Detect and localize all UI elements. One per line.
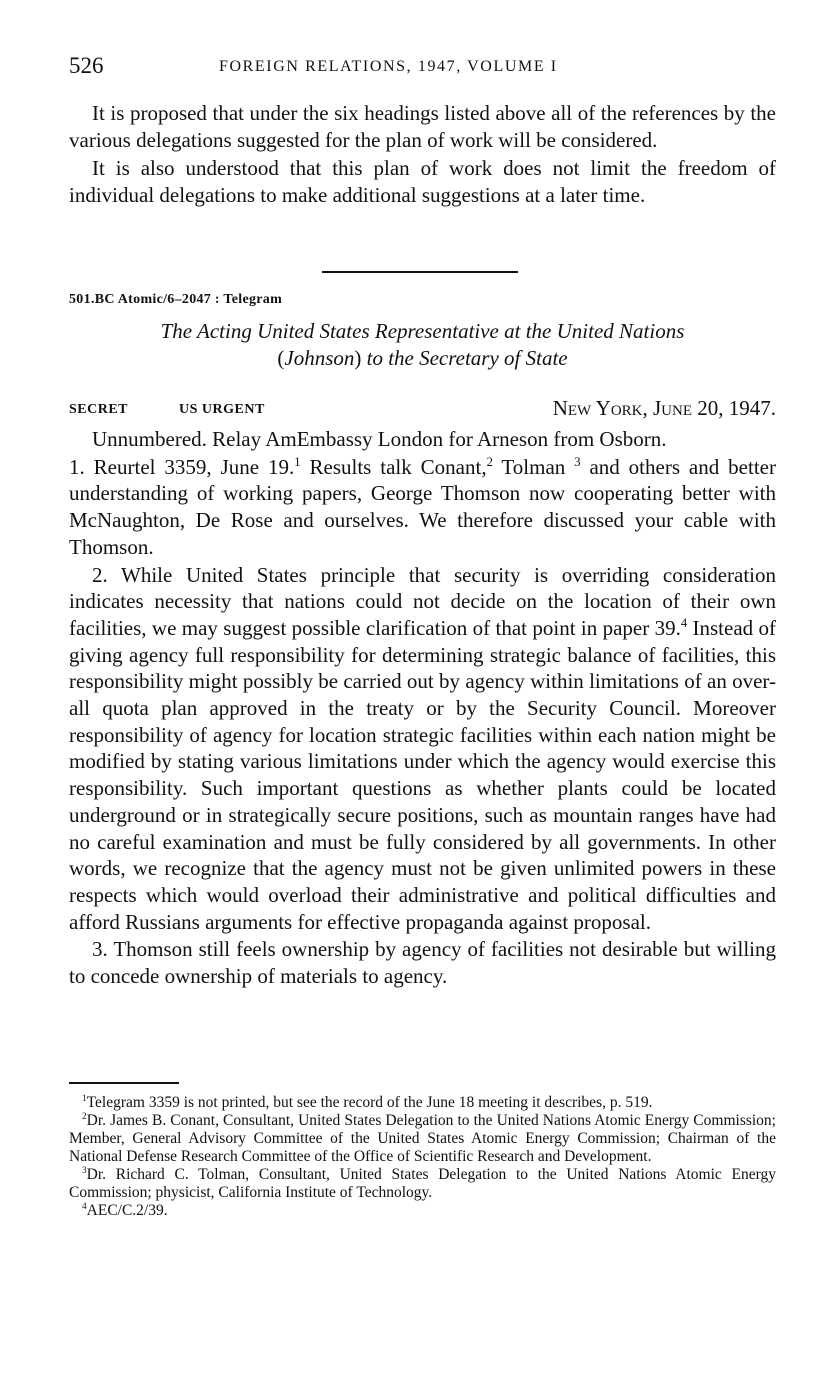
title-paren-close: ) [354, 346, 362, 370]
running-title: FOREIGN RELATIONS, 1947, VOLUME I [219, 58, 558, 75]
telegram-paragraph: 3. Thomson still feels ownership by agency of facilities not desirable but willing to concede ownership of materials to agency. [69, 937, 776, 989]
footnote-text: Dr. Richard C. Tolman, Consultant, United States Delegation to the United Nations Atomic Energy Commission; physicist, California Institute of Technology. [69, 1166, 776, 1201]
footnote-mark: 1 [82, 1093, 87, 1104]
footnote-mark: 4 [82, 1201, 87, 1212]
footnote-ref[interactable]: 4 [680, 615, 688, 630]
document-title [69, 318, 776, 372]
running-head [69, 53, 776, 83]
telegram-text: Instead of giving agency full responsibility for determining strategic balance of facilities, this responsibility might possibly be carried out by agency within limitations of an over-all quota plan approved in the treaty or by the Security Council. Moreover responsibility of agency for location strategic facilities within each nation might be modified by stating various limitations under which the agency would exercise this responsibility. Such important questions as whether plants could be located underground or in strategically secure positions, such as mountain ranges have had no careful examination and must be fully considered by all governments. In other words, we recognize that the agency must not be given unlimited powers in these respects which would overload their administrative and political difficulties and afford Russians arguments for effective propaganda against proposal. [69, 615, 777, 934]
footnote-text: Dr. James B. Conant, Consultant, United States Delegation to the United Nations Atomic Energy Commission; Member, General Advisory Committee of the United States Atomic Energy Commission; Chairman of the National Defense Research Committee of the Office of Scientific Research and Development. [69, 1112, 776, 1165]
telegram-text: and others and better understanding of working papers, George Thomson now cooperating better with McNaughton, De Rose and ourselves. We therefore discussed your cable with Thomson. [69, 454, 776, 559]
footnote-ref[interactable]: 3 [574, 454, 581, 469]
footnote-ref[interactable]: 1 [294, 454, 301, 469]
section-divider [322, 271, 518, 273]
footnote-text: AEC/C.2/39. [86, 1202, 168, 1219]
title-paren-open: ( [277, 346, 285, 370]
title-name: Johnson [284, 346, 355, 370]
intro-section [69, 100, 776, 211]
precedence-label: US URGENT [179, 402, 265, 417]
place-date [553, 396, 776, 421]
telegram-text: 1. Reurtel 3359, June 19. [69, 454, 295, 479]
place: New York [552, 396, 643, 420]
intro-paragraph: It is also understood that this plan of work does not limit the freedom of individual delegations to make additional suggestions at a later time. [69, 156, 776, 208]
footnote-mark: 2 [82, 1111, 87, 1122]
document-title-line-1: The Acting United States Representative at the United Nations [160, 319, 685, 343]
date: , June 20, 1947. [642, 396, 776, 420]
document-title-line-2 [69, 345, 776, 372]
telegram-text: 2. While United States principle that security is overriding consideration indicates necessity that nations could not decide on the location of their own facilities, we may suggest possible clarification of that point in paper 39. [69, 562, 776, 640]
footnote-text: Telegram 3359 is not printed, but see the record of the June 18 meeting it describes, p. 519. [86, 1094, 653, 1111]
telegram-paragraph [69, 426, 776, 453]
file-reference: 501.BC Atomic/6–2047 : Telegram [69, 292, 283, 307]
telegram-paragraph [69, 454, 776, 561]
footnote [69, 1166, 776, 1202]
footnote [69, 1094, 776, 1112]
title-rest: to the Secretary of State [361, 346, 568, 370]
telegram-text: Unnumbered. Relay AmEmbassy London for Arneson from Osborn. [92, 427, 667, 451]
footnote-ref[interactable]: 2 [486, 454, 493, 469]
footnote-divider [69, 1082, 179, 1084]
footnote-mark: 3 [82, 1165, 87, 1176]
footnote [69, 1202, 776, 1220]
intro-paragraph: It is proposed that under the six headings listed above all of the references by the various delegations suggested for the plan of work will be considered. [69, 101, 776, 152]
telegram-text: Results talk Conant, [300, 454, 487, 479]
telegram-text: Tolman [492, 454, 575, 479]
dateline [69, 396, 776, 422]
classification-label: SECRET [69, 402, 129, 417]
telegram-paragraph [69, 562, 776, 936]
footnotes [69, 1094, 776, 1220]
footnote [69, 1112, 776, 1166]
page-number: 526 [69, 53, 104, 78]
telegram-body [69, 426, 776, 991]
